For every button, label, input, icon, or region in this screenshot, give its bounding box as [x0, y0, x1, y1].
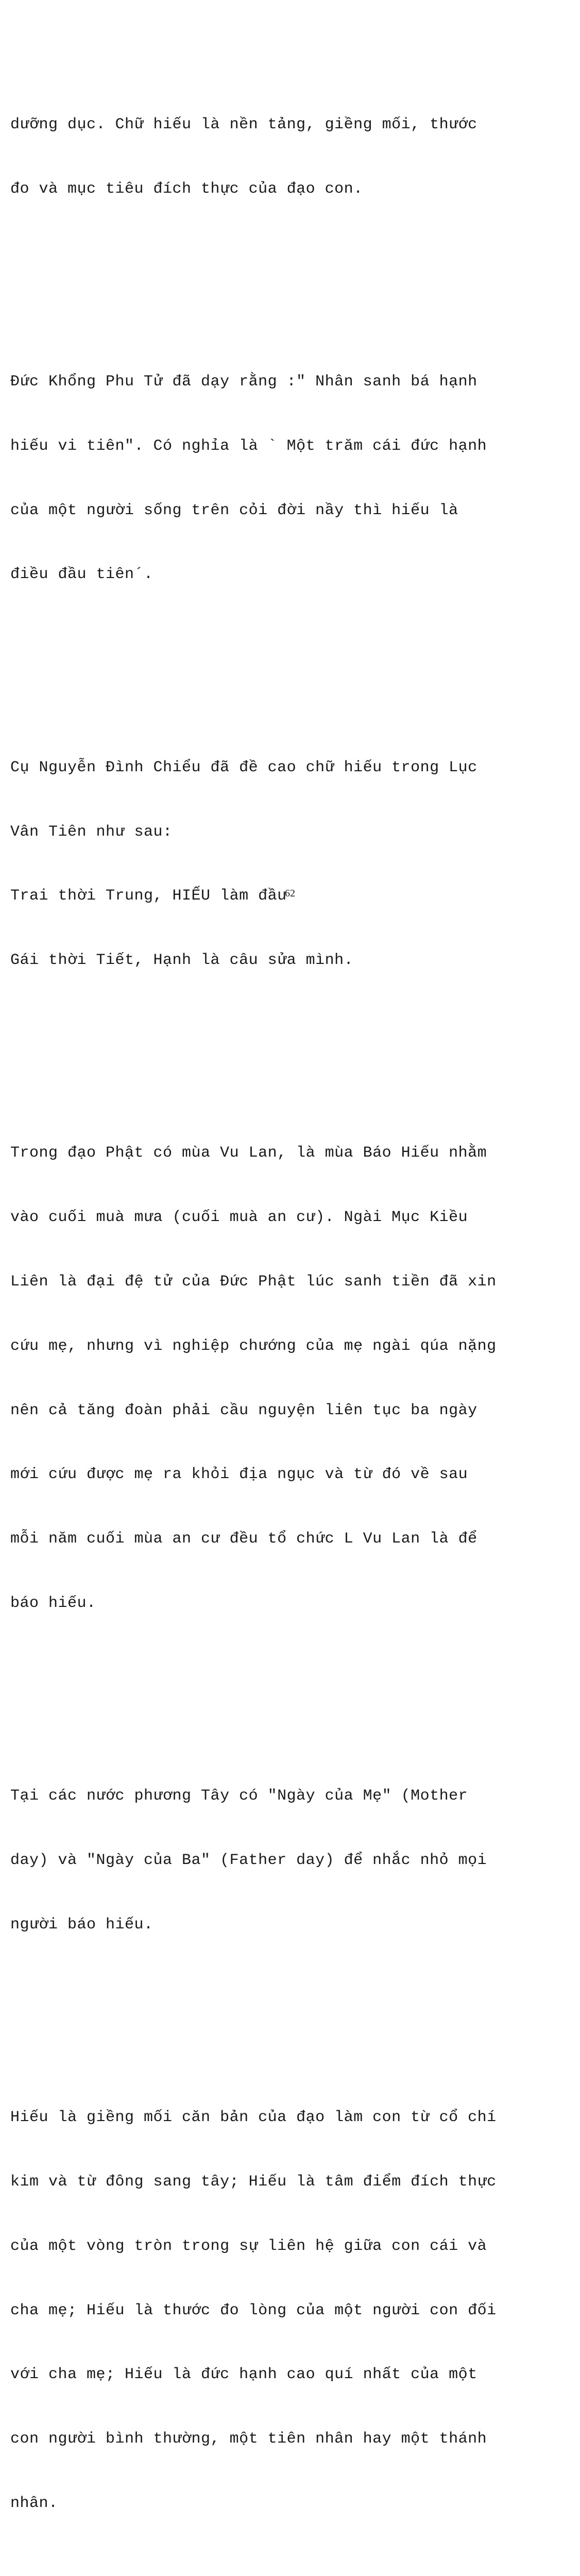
text-line: Trong đạo Phật có mùa Vu Lan, là mùa Báo Hiếu nhằm [10, 1144, 487, 1162]
text-line: người báo hiếu. [10, 1916, 153, 1934]
text-line: day) và "Ngày của Ba" (Father day) để nhắc nhỏ mọi [10, 1852, 487, 1870]
text-line: của một vòng tròn trong sự liên hệ giữa con cái và [10, 2237, 487, 2255]
text-line: cứu mẹ, nhưng vì nghiệp chướng của mẹ ngài qúa nặng [10, 1337, 497, 1355]
verse-line: Trai thời Trung, HIẾU làm đầu [10, 887, 287, 905]
paragraph-2 [10, 329, 577, 629]
text-line: nên cả tăng đoàn phải cầu nguyện liên tục ba ngày [10, 1401, 477, 1419]
paragraph-3 [10, 715, 577, 1014]
text-line: Liên là đại đệ tử của Đức Phật lúc sanh tiền đã xin [10, 1273, 497, 1291]
text-line: Đức Khổng Phu Tử đã dạy rằng :" Nhân sanh bá hạnh [10, 373, 477, 391]
text-line: mới cứu được mẹ ra khỏi địa ngục và từ đó về sau [10, 1466, 468, 1484]
text-line: với cha mẹ; Hiếu là đức hạnh cao quí nhất của một [10, 2366, 477, 2384]
paragraph-4 [10, 1100, 577, 1657]
text-line: mỗi năm cuối mùa an cư đều tổ chức L Vu Lan là để [10, 1530, 477, 1548]
paragraph-5 [10, 1743, 577, 1979]
text-line: báo hiếu. [10, 1594, 96, 1612]
text-line: hiếu vi tiên". Có nghỉa là ` Một trăm cái đức hạnh [10, 437, 487, 455]
text-line: kim và từ đông sang tây; Hiếu là tâm điểm đích thực [10, 2173, 497, 2191]
text-line: nhân. [10, 2494, 58, 2512]
text-line: vào cuối muà mưa (cuối muà an cư). Ngài Mục Kiều [10, 1209, 468, 1227]
paragraph-1 [10, 72, 577, 243]
paragraph-6 [10, 2064, 577, 2557]
text-line: Cụ Nguyễn Đình Chiểu đã đề cao chữ hiếu trong Lục [10, 758, 477, 776]
text-line: Hiếu là giềng mối căn bản của đạo làm con từ cổ chí [10, 2109, 497, 2127]
text-line: con người bình thường, một tiên nhân hay một thánh [10, 2430, 487, 2448]
text-line: Tại các nước phương Tây có "Ngày của Mẹ" (Mother [10, 1787, 468, 1805]
text-line: cha mẹ; Hiếu là thước đo lòng của một người con đối [10, 2301, 497, 2319]
text-line: Vân Tiên như sau: [10, 823, 173, 841]
page-number: 62 [285, 888, 295, 899]
body-text [10, 7, 577, 2576]
text-line: của một người sống trên cỏi đời nầy thì hiếu là [10, 501, 458, 519]
text-line: điều đầu tiên´. [10, 566, 153, 584]
verse-line: Gái thời Tiết, Hạnh là câu sửa mình. [10, 952, 354, 970]
text-line: đo và mục tiêu đích thực của đạo con. [10, 180, 363, 198]
text-line: dưỡng dục. Chữ hiếu là nền tảng, giềng mối, thước [10, 115, 477, 133]
